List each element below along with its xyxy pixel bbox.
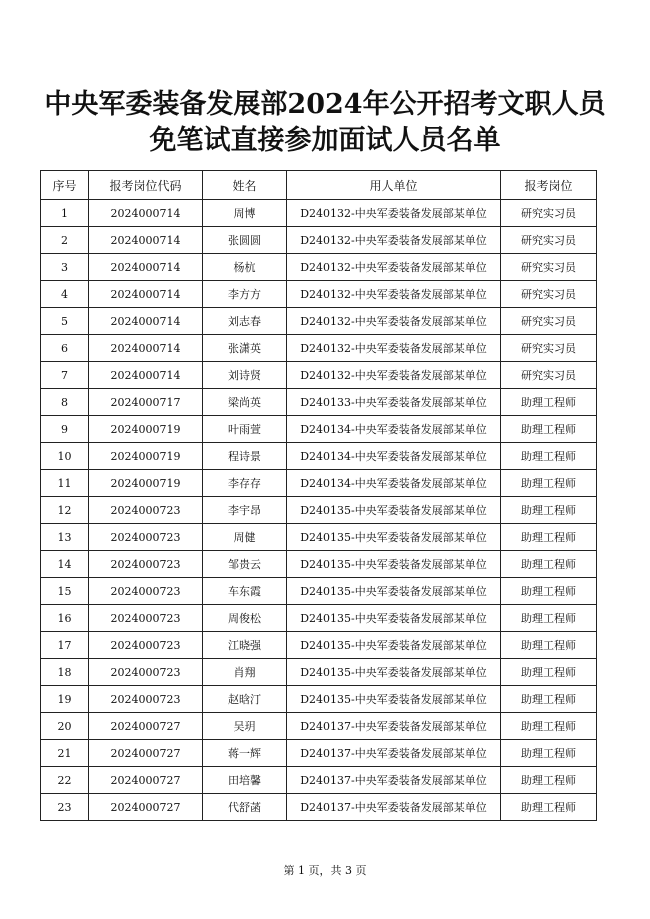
cell-employer: D240132-中央军委装备发展部某单位: [287, 308, 501, 335]
cell-name: 叶雨萱: [203, 416, 287, 443]
cell-position-code: 2024000723: [89, 497, 203, 524]
cell-index: 4: [41, 281, 89, 308]
cell-employer: D240132-中央军委装备发展部某单位: [287, 362, 501, 389]
table-row: [41, 308, 597, 335]
cell-index: 16: [41, 605, 89, 632]
cell-index: 14: [41, 551, 89, 578]
table-row: [41, 578, 597, 605]
cell-index: 5: [41, 308, 89, 335]
cell-index: 6: [41, 335, 89, 362]
cell-position-code: 2024000714: [89, 200, 203, 227]
cell-position-code: 2024000723: [89, 659, 203, 686]
cell-index: 1: [41, 200, 89, 227]
cell-position-code: 2024000719: [89, 416, 203, 443]
cell-position: 助理工程师: [501, 470, 597, 497]
cell-employer: D240135-中央军委装备发展部某单位: [287, 686, 501, 713]
cell-index: 17: [41, 632, 89, 659]
cell-name: 肖翔: [203, 659, 287, 686]
cell-position: 研究实习员: [501, 200, 597, 227]
cell-employer: D240135-中央军委装备发展部某单位: [287, 605, 501, 632]
cell-employer: D240135-中央军委装备发展部某单位: [287, 659, 501, 686]
cell-position-code: 2024000727: [89, 713, 203, 740]
cell-name: 张圆圆: [203, 227, 287, 254]
table-row: [41, 227, 597, 254]
table-header-row: [41, 171, 597, 200]
table-row: [41, 470, 597, 497]
cell-index: 23: [41, 794, 89, 821]
cell-name: 李方方: [203, 281, 287, 308]
table-row: [41, 740, 597, 767]
cell-position: 助理工程师: [501, 551, 597, 578]
cell-employer: D240132-中央军委装备发展部某单位: [287, 335, 501, 362]
cell-index: 10: [41, 443, 89, 470]
table-row: [41, 443, 597, 470]
cell-index: 9: [41, 416, 89, 443]
table-row: [41, 794, 597, 821]
cell-position-code: 2024000723: [89, 551, 203, 578]
table-row: [41, 281, 597, 308]
document-title-line2: 免笔试直接参加面试人员名单: [149, 125, 501, 156]
cell-employer: D240135-中央军委装备发展部某单位: [287, 524, 501, 551]
cell-employer: D240134-中央军委装备发展部某单位: [287, 470, 501, 497]
cell-position: 助理工程师: [501, 659, 597, 686]
cell-index: 12: [41, 497, 89, 524]
header-name: 姓名: [203, 171, 287, 200]
cell-name: 吴玥: [203, 713, 287, 740]
cell-employer: D240135-中央军委装备发展部某单位: [287, 632, 501, 659]
table-row: [41, 632, 597, 659]
table-row: [41, 524, 597, 551]
cell-position-code: 2024000719: [89, 443, 203, 470]
cell-employer: D240134-中央军委装备发展部某单位: [287, 443, 501, 470]
cell-name: 刘志春: [203, 308, 287, 335]
cell-position-code: 2024000723: [89, 524, 203, 551]
header-position-code: 报考岗位代码: [89, 171, 203, 200]
cell-name: 李宇昂: [203, 497, 287, 524]
cell-position-code: 2024000714: [89, 308, 203, 335]
cell-position: 助理工程师: [501, 416, 597, 443]
page-number: 第 1 页，共 3 页: [283, 864, 367, 877]
cell-position-code: 2024000727: [89, 794, 203, 821]
cell-position-code: 2024000723: [89, 578, 203, 605]
cell-position: 助理工程师: [501, 578, 597, 605]
table-row: [41, 335, 597, 362]
cell-position-code: 2024000717: [89, 389, 203, 416]
cell-position: 助理工程师: [501, 767, 597, 794]
cell-employer: D240132-中央军委装备发展部某单位: [287, 281, 501, 308]
cell-position: 助理工程师: [501, 524, 597, 551]
cell-employer: D240135-中央军委装备发展部某单位: [287, 551, 501, 578]
cell-position-code: 2024000723: [89, 605, 203, 632]
cell-position: 研究实习员: [501, 254, 597, 281]
cell-employer: D240137-中央军委装备发展部某单位: [287, 740, 501, 767]
table-row: [41, 686, 597, 713]
cell-position-code: 2024000714: [89, 335, 203, 362]
cell-position: 助理工程师: [501, 605, 597, 632]
cell-employer: D240135-中央军委装备发展部某单位: [287, 578, 501, 605]
table-row: [41, 254, 597, 281]
cell-position: 助理工程师: [501, 740, 597, 767]
cell-name: 程诗景: [203, 443, 287, 470]
table-row: [41, 713, 597, 740]
cell-name: 张潇英: [203, 335, 287, 362]
table-row: [41, 551, 597, 578]
cell-position-code: 2024000719: [89, 470, 203, 497]
cell-position-code: 2024000727: [89, 767, 203, 794]
cell-position-code: 2024000714: [89, 227, 203, 254]
header-position: 报考岗位: [501, 171, 597, 200]
cell-name: 田培馨: [203, 767, 287, 794]
cell-position-code: 2024000723: [89, 686, 203, 713]
cell-position: 助理工程师: [501, 686, 597, 713]
cell-position: 助理工程师: [501, 713, 597, 740]
cell-employer: D240132-中央军委装备发展部某单位: [287, 254, 501, 281]
table-row: [41, 605, 597, 632]
cell-name: 代舒菡: [203, 794, 287, 821]
cell-index: 7: [41, 362, 89, 389]
cell-name: 车东霞: [203, 578, 287, 605]
candidate-table: [40, 170, 597, 821]
table-row: [41, 497, 597, 524]
document-title-line1: 中央军委装备发展部2024年公开招考文职人员: [44, 89, 606, 120]
cell-position: 研究实习员: [501, 227, 597, 254]
cell-index: 8: [41, 389, 89, 416]
cell-name: 杨杭: [203, 254, 287, 281]
cell-employer: D240132-中央军委装备发展部某单位: [287, 200, 501, 227]
table-row: [41, 659, 597, 686]
cell-position: 助理工程师: [501, 632, 597, 659]
table-row: [41, 200, 597, 227]
cell-position: 助理工程师: [501, 389, 597, 416]
cell-index: 19: [41, 686, 89, 713]
cell-employer: D240135-中央军委装备发展部某单位: [287, 497, 501, 524]
cell-position: 助理工程师: [501, 497, 597, 524]
cell-position: 研究实习员: [501, 281, 597, 308]
cell-employer: D240137-中央军委装备发展部某单位: [287, 794, 501, 821]
cell-employer: D240133-中央军委装备发展部某单位: [287, 389, 501, 416]
cell-name: 邹贵云: [203, 551, 287, 578]
cell-employer: D240132-中央军委装备发展部某单位: [287, 227, 501, 254]
cell-index: 3: [41, 254, 89, 281]
cell-employer: D240137-中央军委装备发展部某单位: [287, 767, 501, 794]
cell-index: 20: [41, 713, 89, 740]
cell-name: 蒋一辉: [203, 740, 287, 767]
cell-position: 研究实习员: [501, 308, 597, 335]
cell-index: 15: [41, 578, 89, 605]
cell-index: 2: [41, 227, 89, 254]
cell-index: 13: [41, 524, 89, 551]
table-row: [41, 416, 597, 443]
table-row: [41, 362, 597, 389]
cell-position-code: 2024000727: [89, 740, 203, 767]
cell-index: 18: [41, 659, 89, 686]
cell-position: 助理工程师: [501, 443, 597, 470]
cell-name: 梁尚英: [203, 389, 287, 416]
cell-name: 周俊松: [203, 605, 287, 632]
cell-position: 研究实习员: [501, 362, 597, 389]
header-index: 序号: [41, 171, 89, 200]
cell-position-code: 2024000714: [89, 362, 203, 389]
cell-index: 22: [41, 767, 89, 794]
cell-name: 周博: [203, 200, 287, 227]
cell-employer: D240137-中央军委装备发展部某单位: [287, 713, 501, 740]
table-row: [41, 767, 597, 794]
cell-position: 研究实习员: [501, 335, 597, 362]
cell-position-code: 2024000723: [89, 632, 203, 659]
table-row: [41, 389, 597, 416]
cell-name: 李存存: [203, 470, 287, 497]
cell-name: 赵晗汀: [203, 686, 287, 713]
cell-position-code: 2024000714: [89, 254, 203, 281]
cell-name: 刘诗贤: [203, 362, 287, 389]
cell-employer: D240134-中央军委装备发展部某单位: [287, 416, 501, 443]
cell-index: 11: [41, 470, 89, 497]
table-body: [41, 200, 597, 821]
cell-index: 21: [41, 740, 89, 767]
header-employer: 用人单位: [287, 171, 501, 200]
cell-position: 助理工程师: [501, 794, 597, 821]
cell-name: 江晓强: [203, 632, 287, 659]
cell-position-code: 2024000714: [89, 281, 203, 308]
cell-name: 周健: [203, 524, 287, 551]
